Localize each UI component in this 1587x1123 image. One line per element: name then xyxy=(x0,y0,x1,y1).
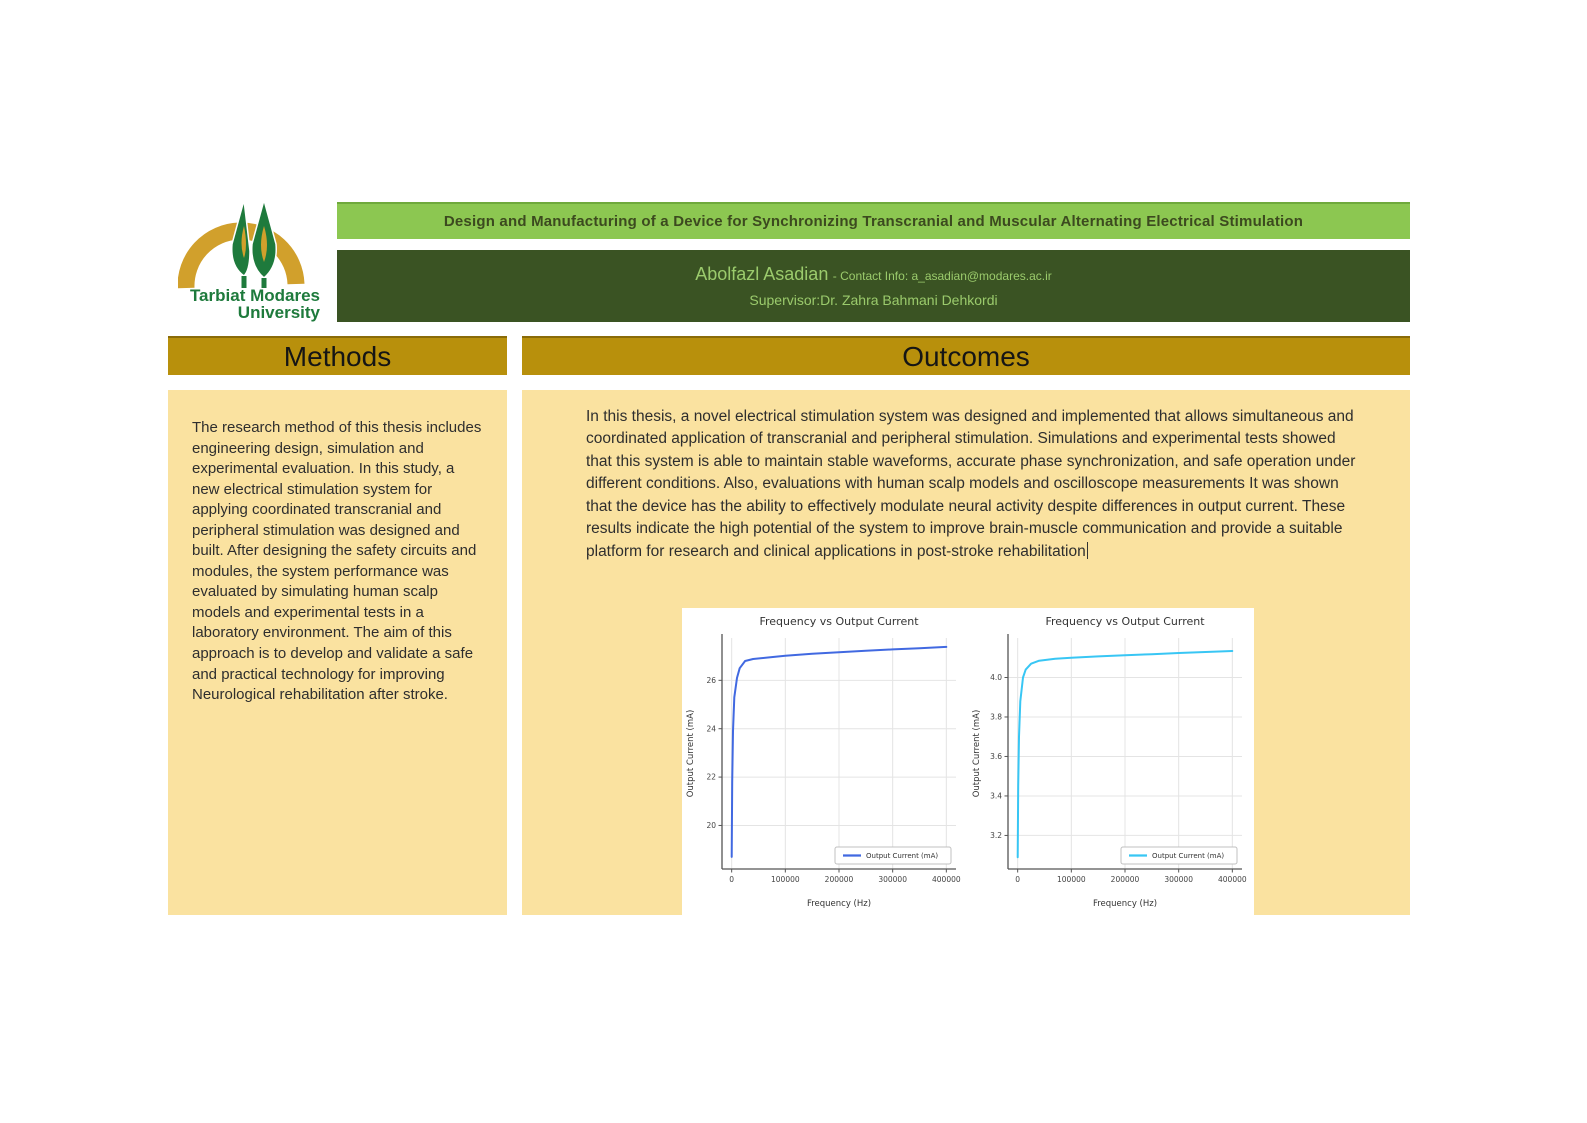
svg-text:300000: 300000 xyxy=(878,875,907,884)
author-contact: - Contact Info: a_asadian@modares.ac.ir xyxy=(832,269,1052,283)
svg-text:Frequency vs Output Current: Frequency vs Output Current xyxy=(759,615,919,628)
svg-text:3.6: 3.6 xyxy=(990,752,1002,762)
svg-text:300000: 300000 xyxy=(1164,875,1193,884)
svg-text:22: 22 xyxy=(706,772,716,782)
university-logo xyxy=(178,196,324,324)
svg-text:Output Current (mA): Output Current (mA) xyxy=(1152,852,1225,861)
outcomes-heading: Outcomes xyxy=(902,340,1030,372)
author-bar xyxy=(337,250,1410,322)
svg-text:4.0: 4.0 xyxy=(990,673,1002,683)
text-cursor xyxy=(1087,542,1089,559)
svg-text:0: 0 xyxy=(1015,875,1021,884)
svg-text:Tarbiat Modares: Tarbiat Modares xyxy=(189,286,320,305)
svg-text:24: 24 xyxy=(706,724,716,734)
svg-text:400000: 400000 xyxy=(1218,875,1247,884)
outcomes-body-text[interactable]: In this thesis, a novel electrical stimulation system was designed and implemented that allows simultaneous and coordinated application of transcranial and peripheral stimulation. Simulations and experimental tests showed that this system is able to maintain stable waveforms, accurate phase synchronization, and safe operation under different conditions. Also, evaluations with human scalp models and oscilloscope measurements It was shown that the device has the ability to effectively modulate neural activity despite differences in output current. These results indicate the high potential of the system to improve brain-muscle communication and provide a suitable platform for research and clinical applications in post-stroke rehabilitation xyxy=(586,408,1356,560)
svg-text:University: University xyxy=(237,303,320,322)
svg-text:200000: 200000 xyxy=(824,875,854,884)
charts-block xyxy=(682,608,1254,915)
svg-text:Frequency (Hz): Frequency (Hz) xyxy=(1092,899,1158,909)
methods-heading: Methods xyxy=(283,340,392,372)
svg-text:3.2: 3.2 xyxy=(990,831,1002,841)
methods-panel xyxy=(168,390,507,915)
svg-text:100000: 100000 xyxy=(1057,875,1086,884)
svg-text:200000: 200000 xyxy=(1110,875,1140,884)
frequency-output-chart-left xyxy=(682,608,968,915)
poster-title: Design and Manufacturing of a Device for Synchronizing Transcranial and Muscular Alternating Electrical Stimulation xyxy=(443,213,1304,230)
svg-text:26: 26 xyxy=(706,675,716,685)
author-line xyxy=(695,264,1052,285)
methods-body-text[interactable]: The research method of this thesis includes engineering design, simulation and experimental evaluation. In this study, a new electrical stimulation system for applying coordinated transcranial and peripheral stimulation was designed and built. After designing the safety circuits and modules, the system performance was evaluated by simulating human scalp models and experimental tests in a laboratory environment. The aim of this approach is to develop and validate a safe and practical technology for improving Neurological rehabilitation after stroke. xyxy=(192,419,482,704)
svg-text:400000: 400000 xyxy=(932,875,961,884)
supervisor-line: Supervisor:Dr. Zahra Bahmani Dehkordi xyxy=(749,292,998,308)
frequency-output-chart-right xyxy=(968,608,1254,915)
svg-text:Output Current (mA): Output Current (mA) xyxy=(866,852,939,861)
svg-text:0: 0 xyxy=(729,875,735,884)
university-logo-icon xyxy=(178,196,324,324)
outcomes-section-header xyxy=(522,336,1410,375)
author-name: Abolfazl Asadian xyxy=(695,264,829,284)
svg-text:3.8: 3.8 xyxy=(990,712,1002,722)
poster-title-bar xyxy=(337,202,1410,239)
svg-text:Frequency (Hz): Frequency (Hz) xyxy=(806,899,872,909)
svg-text:3.4: 3.4 xyxy=(990,791,1002,801)
svg-text:Frequency vs Output Current: Frequency vs Output Current xyxy=(1045,615,1205,628)
svg-text:Output Current (mA): Output Current (mA) xyxy=(686,709,696,798)
svg-text:Output Current (mA): Output Current (mA) xyxy=(972,709,982,798)
methods-section-header xyxy=(168,336,507,375)
svg-text:20: 20 xyxy=(706,821,716,831)
svg-text:100000: 100000 xyxy=(771,875,800,884)
